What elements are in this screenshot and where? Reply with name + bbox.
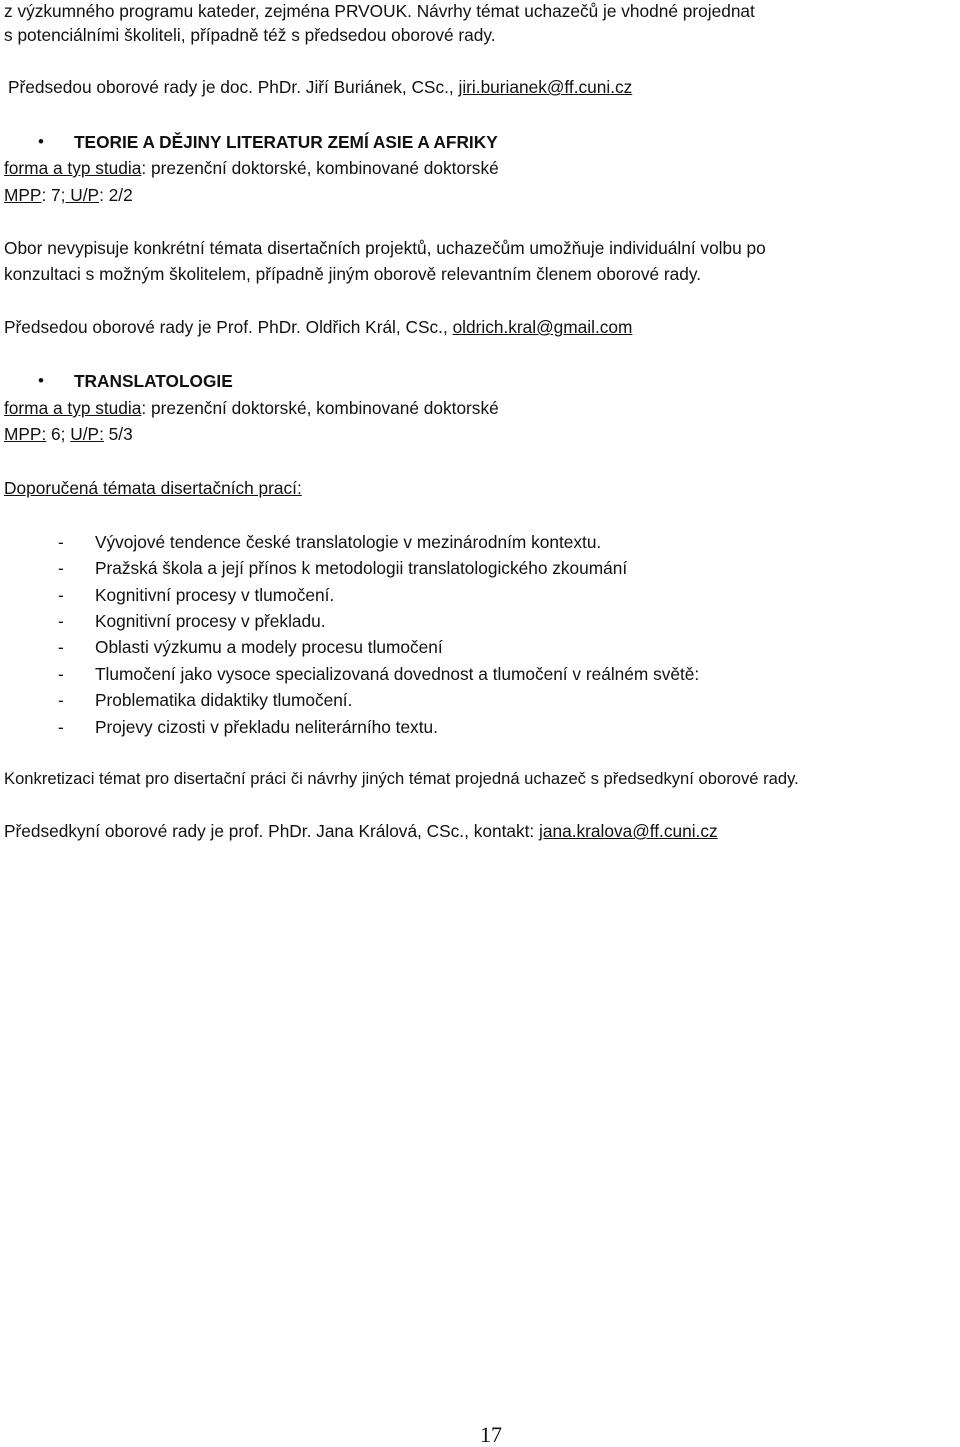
section1-bullet: • [38,132,44,151]
section1-up-value: : 2/2 [99,185,133,205]
section1-form-value: : prezenční doktorské, kombinované doktorské [141,158,499,178]
intro-chair-text: Předsedou oborové rady je doc. PhDr. Jiří Buriánek, CSc., [8,77,459,97]
topic-item: Problematika didaktiky tlumočení. [95,690,353,710]
intro-line-2: s potenciálními školiteli, případně též s předsedou oborové rady. [4,25,496,45]
section1-form-label: forma a typ studia [4,158,142,178]
topic-item: Pražská škola a její přínos k metodologii translatologického zkoumání [95,558,628,578]
topic-dash: - [58,664,64,684]
section2-up-value: 5/3 [103,424,133,444]
section1-chair-email-link[interactable]: oldrich.kral@gmail.com [452,317,633,337]
section1-form [4,157,499,179]
section2-topics-heading: Doporučená témata disertačních prací: [4,478,302,498]
topic-item: Kognitivní procesy v překladu. [95,611,326,631]
intro-line-1: z výzkumného programu kateder, zejména PRVOUK. Návrhy témat uchazečů je vhodné projednat [4,1,755,21]
topic-dash: - [58,690,64,710]
section1-chair-text: Předsedou oborové rady je Prof. PhDr. Oldřich Král, CSc., [4,317,453,337]
section1-para-line-1: Obor nevypisuje konkrétní témata disertačních projektů, uchazečům umožňuje individuální volbu po [4,238,766,258]
topic-item: Kognitivní procesy v tlumočení. [95,585,335,605]
topic-dash: - [58,637,64,657]
section2-title: TRANSLATOLOGIE [74,371,233,391]
topic-dash: - [58,585,64,605]
section2-chair-email-link[interactable]: jana.kralova@ff.cuni.cz [539,821,718,841]
section2-mpp-label: MPP: [4,424,47,444]
section2-form-label: forma a typ studia [4,398,142,418]
section2-chair [4,820,718,842]
intro-chair-email-link[interactable]: jiri.burianek@ff.cuni.cz [458,77,633,97]
topic-dash: - [58,558,64,578]
section1-mpp [4,184,133,206]
topic-item: Vývojové tendence české translatologie v mezinárodním kontextu. [95,532,602,552]
topic-item: Oblasti výzkumu a modely procesu tlumočení [95,637,443,657]
section1-mpp-label: MPP [4,185,42,205]
section2-mpp [4,423,133,445]
topic-dash: - [58,717,64,737]
section2-chair-text: Předsedkyní oborové rady je prof. PhDr. Jana Králová, CSc., kontakt: [4,821,540,841]
section1-chair [4,316,632,338]
section2-closing: Konkretizaci témat pro disertační práci či návrhy jiných témat projedná uchazeč s předsedkyní oborové rady. [4,769,799,788]
section2-mpp-value: 6; [46,424,71,444]
section1-mpp-value: : 7; [41,185,66,205]
section2-form [4,397,499,419]
section2-bullet: • [38,371,44,390]
section2-up-label: U/P: [70,424,104,444]
section2-form-value: : prezenční doktorské, kombinované doktorské [141,398,499,418]
topic-item: Tlumočení jako vysoce specializovaná dovednost a tlumočení v reálném světě: [95,664,700,684]
intro-chair [8,76,632,98]
section1-para-line-2: konzultaci s možným školitelem, případně jiným oborově relevantním členem oborové rady. [4,264,702,284]
topic-item: Projevy cizosti v překladu neliterárního textu. [95,717,438,737]
topic-dash: - [58,611,64,631]
page-number: 17 [480,1422,502,1447]
topic-dash: - [58,532,64,552]
section1-up-label: U/P [65,185,100,205]
section1-title: TEORIE A DĚJINY LITERATUR ZEMÍ ASIE A AFRIKY [74,132,498,152]
